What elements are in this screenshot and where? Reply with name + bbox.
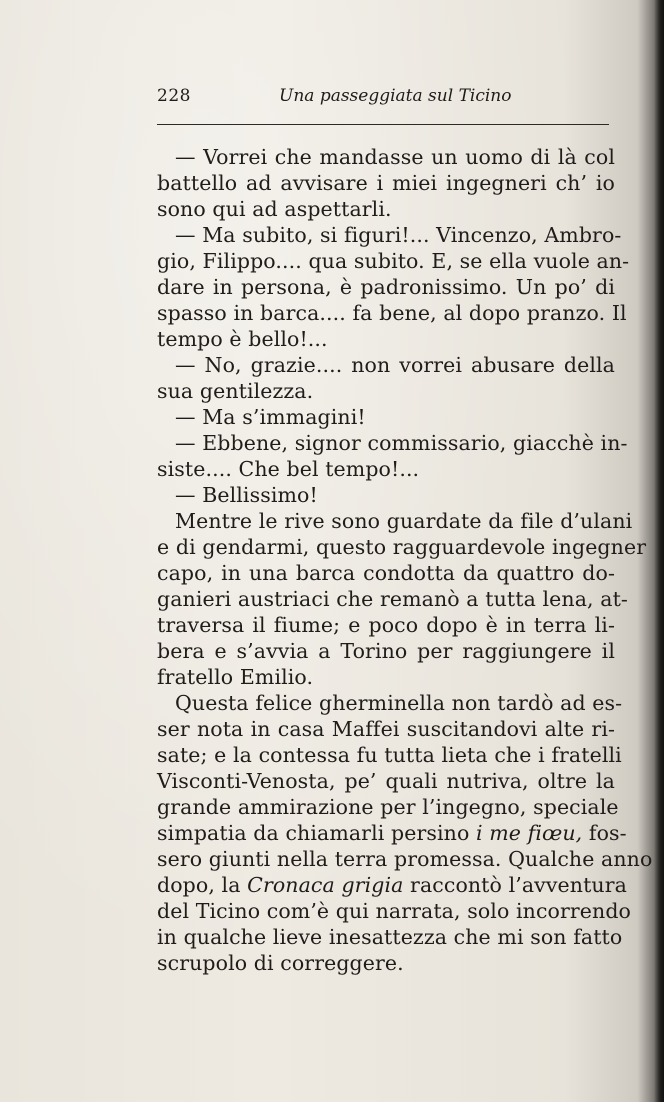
text-line: ser nota in casa Maffei suscitandovi alte ri- <box>157 717 615 741</box>
page-number: 228 <box>157 86 191 106</box>
text-line: — Ma s’immagini! <box>175 405 366 429</box>
text-line: siste.... Che bel tempo!... <box>157 457 420 481</box>
text-line: — Ebbene, signor commissario, giacchè in- <box>175 431 628 455</box>
text-line: Questa felice gherminella non tardò ad es- <box>175 691 623 715</box>
page-edge-shadow <box>654 0 664 1102</box>
text-line: spasso in barca.... fa bene, al dopo pranzo. Il <box>157 301 627 325</box>
header-rule <box>157 124 609 125</box>
text-line: sero giunti nella terra promessa. Qualche anno <box>157 847 653 871</box>
text-line: sua gentilezza. <box>157 379 314 403</box>
running-title: Una passeggiata sul Ticino <box>279 86 512 106</box>
text-line: ganieri austriaci che remanò a tutta lena, at- <box>157 587 628 611</box>
text-line: bera e s’avvia a Torino per raggiungere il <box>157 639 615 663</box>
text-line: scrupolo di correggere. <box>157 951 404 975</box>
text-line: in qualche lieve inesattezza che mi son fatto <box>157 925 623 949</box>
text-line: tempo è bello!... <box>157 327 328 351</box>
text-line: dare in persona, è padronissimo. Un po’ di <box>157 275 615 299</box>
text-line: Visconti-Venosta, pe’ quali nutriva, oltre la <box>157 769 615 793</box>
text-line: simpatia da chiamarli persino i me fiœu, fos- <box>157 821 627 845</box>
text-line: capo, in una barca condotta da quattro do- <box>157 561 615 585</box>
text-line: traversa il fiume; e poco dopo è in terra li- <box>157 613 615 637</box>
text-line: grande ammirazione per l’ingegno, speciale <box>157 795 619 819</box>
text-line: sate; e la contessa fu tutta lieta che i fratelli <box>157 743 622 767</box>
page-header <box>157 86 609 110</box>
text-line: gio, Filippo.... qua subito. E, se ella vuole an- <box>157 249 630 273</box>
text-line: sono qui ad aspettarli. <box>157 197 392 221</box>
text-line: dopo, la Cronaca grigia raccontò l’avventura <box>157 873 627 897</box>
text-line: e di gendarmi, questo ragguardevole ingegner <box>157 535 647 559</box>
text-line: Mentre le rive sono guardate da file d’ulani <box>175 509 633 533</box>
text-line: — Ma subito, si figuri!... Vincenzo, Ambro- <box>175 223 622 247</box>
text-line: — Bellissimo! <box>175 483 318 507</box>
text-line: fratello Emilio. <box>157 665 314 689</box>
text-line: — No, grazie.... non vorrei abusare della <box>175 353 615 377</box>
text-line: battello ad avvisare i miei ingegneri ch’ io <box>157 171 615 195</box>
body-text <box>157 144 653 976</box>
text-line: del Ticino com’è qui narrata, solo incorrendo <box>157 899 631 923</box>
text-line: — Vorrei che mandasse un uomo di là col <box>175 145 615 169</box>
